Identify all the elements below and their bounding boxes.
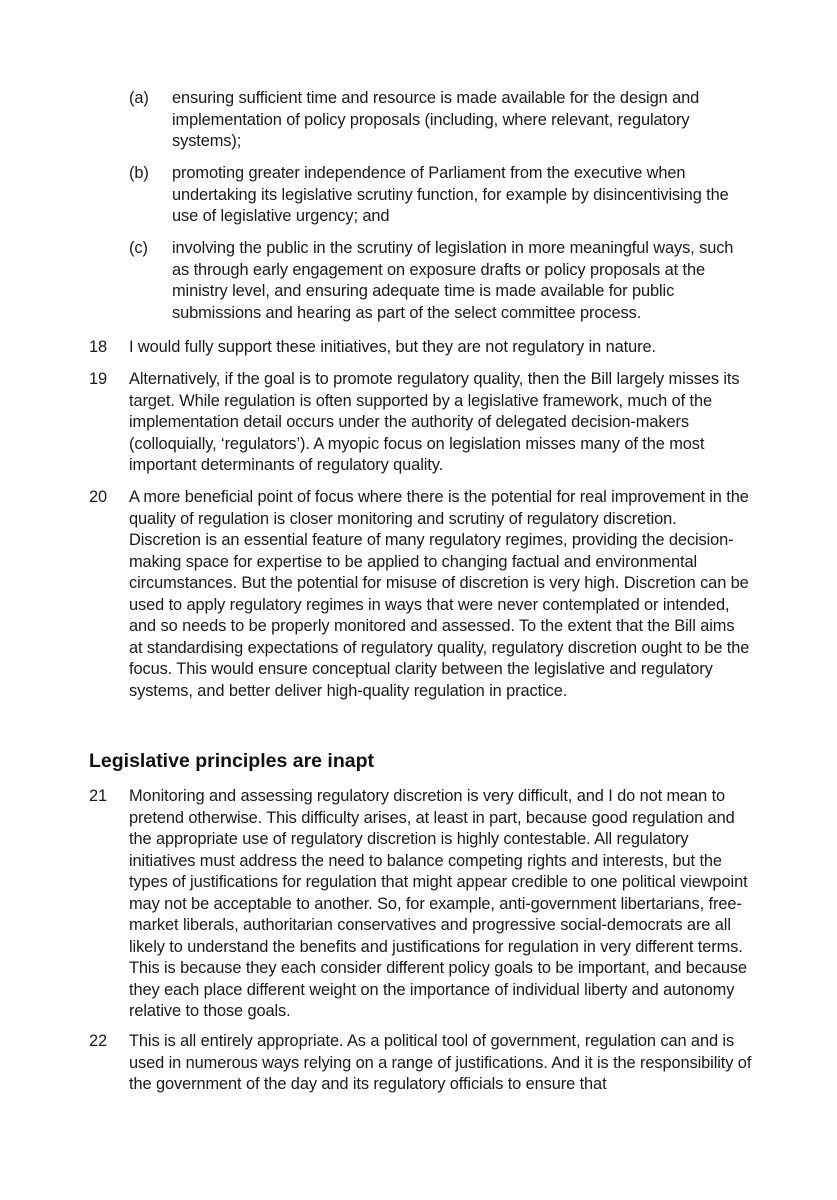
paragraph-19 bbox=[0, 369, 837, 479]
paragraph-21 bbox=[0, 786, 837, 1026]
paragraph-text: A more beneficial point of focus where there is the potential for real improvement in the quality of regulation is closer monitoring and scrutiny of regulatory discretion. Discretion is an essential feature of many regulatory regimes, providing the decision-making space for expertise to be applied to changing factual and environmental circumstances. But the potential for misuse of discretion is very high. Discretion can be used to apply regulatory regimes in ways that were never contemplated or intended, and so needs to be properly monitored and assessed. To the extent that the Bill aims at standardising expectations of regulatory quality, regulatory discretion ought to be the focus. This would ensure conceptual clarity between the legislative and regulatory systems, and better deliver high-quality regulation in practice. bbox=[129, 488, 750, 700]
subitem-label: (b) bbox=[129, 164, 149, 182]
subitem-c bbox=[0, 238, 837, 326]
paragraph-number: 18 bbox=[89, 338, 108, 356]
subitem-label: (a) bbox=[129, 89, 149, 107]
paragraph-number: 22 bbox=[89, 1032, 108, 1050]
paragraph-text: I would fully support these initiatives, but they are not regulatory in nature. bbox=[129, 338, 656, 356]
paragraph-text: Alternatively, if the goal is to promote regulatory quality, then the Bill largely misses its target. While regulation is often supported by a legislative framework, much of the implementation detail occurs under the authority of delegated decision-makers (colloquially, ‘regulators’). A myopic focus on legislation misses many of the most important determinants of regulatory quality. bbox=[129, 370, 740, 474]
paragraph-number: 21 bbox=[89, 787, 108, 805]
paragraph-22 bbox=[0, 1031, 837, 1101]
subitem-b bbox=[0, 163, 837, 229]
paragraph-20 bbox=[0, 487, 837, 727]
paragraph-text: Monitoring and assessing regulatory discretion is very difficult, and I do not mean to pretend otherwise. This difficulty arises, at least in part, because good regulation and the appropriate use of regulatory discretion is highly contestable. All regulatory initiatives must address the need to balance competing rights and interests, but the types of justifications for regulation that might appear credible to one political viewpoint may not be acceptable to another. So, for example, anti-government libertarians, free-market liberals, authoritarian conservatives and progressive social-democrats are all likely to understand the benefits and justifications for regulation in very different terms. This is because they each consider different policy goals to be important, and because they each place different weight on the importance of individual liberty and autonomy relative to those goals. bbox=[129, 787, 748, 1020]
subitem-a bbox=[0, 88, 837, 154]
paragraph-text: This is all entirely appropriate. As a political tool of government, regulation can and is used in numerous ways relying on a range of justifications. And it is the responsibility of the government of the day and its regulatory officials to ensure that bbox=[129, 1032, 752, 1093]
section-heading: Legislative principles are inapt bbox=[89, 750, 375, 772]
subitem-text: involving the public in the scrutiny of legislation in more meaningful ways, such as through early engagement on exposure drafts or policy proposals at the ministry level, and ensuring adequate time is made available for public submissions and hearing as part of the select committee process. bbox=[172, 239, 734, 322]
subitem-text: ensuring sufficient time and resource is made available for the design and implementation of policy proposals (including, where relevant, regulatory systems); bbox=[172, 89, 700, 150]
subitem-label: (c) bbox=[129, 239, 148, 257]
paragraph-number: 19 bbox=[89, 370, 108, 388]
paragraph-18 bbox=[0, 337, 837, 359]
paragraph-number: 20 bbox=[89, 488, 108, 506]
subitem-text: promoting greater independence of Parliament from the executive when undertaking its legislative scrutiny function, for example by disincentivising the use of legislative urgency; and bbox=[172, 164, 729, 225]
